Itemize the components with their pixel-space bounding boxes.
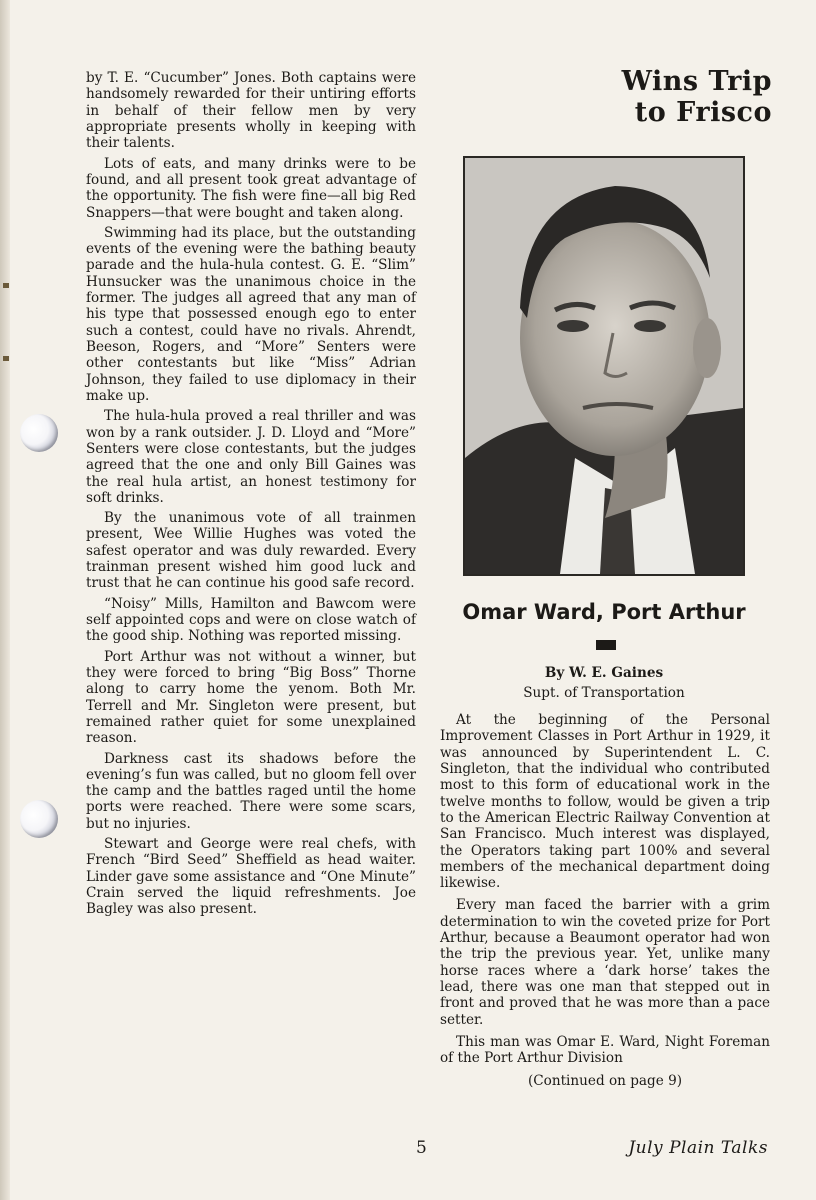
article-headline <box>436 66 772 128</box>
left-paragraph: By the unanimous vote of all trainmen present, Wee Willie Hughes was voted the safest operator and was duly rewarded. Every trainman present wished him good luck and trust that he can continue his good safe record. <box>86 510 416 592</box>
left-paragraph: Swimming had its place, but the outstanding events of the evening were the bathing beauty parade and the hula-hula contest. G. E. “Slim” Hunsucker was the unanimous choice in the former. The judges all agreed that any man of his type that possessed enough ego to enter such a contest, could have no rivals. Ahrendt, Beeson, Rogers, and “More” Senters were other contestants but like “Miss” Adrian Johnson, they failed to use diplomacy in their make up. <box>86 224 416 404</box>
article-paragraph: At the beginning of the Personal Improvement Classes in Port Arthur in 1929, it was announced by Superintendent L. C. Singleton, that the individual who contributed most to this form of educational work in the twelve months to follow, would be given a trip to the American Electric Railway Convention at San Francisco. Much interest was displayed, the Operators taking part 100% and several members of the mechanical department doing likewise. <box>440 712 770 892</box>
byline-author: By W. E. Gaines <box>544 665 664 681</box>
article-paragraph: Every man faced the barrier with a grim determination to win the coveted prize for Port Arthur, because a Beaumont operator had won the trip the previous year. Yet, unlike many horse races where a ‘dark horse’ takes the lead, there was one man that stepped out in front and proved that he was more than a pace setter. <box>440 897 770 1028</box>
punch-hole <box>20 800 58 838</box>
magazine-footer: July Plain Talks <box>628 1138 768 1158</box>
left-paragraph: Port Arthur was not without a winner, but they were forced to bring “Big Boss” Thorne along to carry home the yenom. Both Mr. Terrell and Mr. Singleton were present, but remained rather quiet for some unexplained reason. <box>86 648 416 747</box>
byline <box>436 663 772 704</box>
left-paragraph: Stewart and George were real chefs, with French “Bird Seed” Sheffield as head waiter. Linder gave some assistance and “One Minute” Crain served the liquid refreshments. Joe Bagley was also present. <box>86 836 416 918</box>
headline-line: Wins Trip <box>621 66 772 97</box>
portrait-photo <box>463 156 745 576</box>
left-paragraph: by T. E. “Cucumber” Jones. Both captains were handsomely rewarded for their untiring efforts in behalf of their fellow men by very appropriate presents wholly in keeping with their talents. <box>86 70 416 152</box>
article-paragraph: This man was Omar E. Ward, Night Foreman of the Port Arthur Division <box>440 1033 770 1067</box>
page-number: 5 <box>416 1138 427 1158</box>
left-paragraph: Darkness cast its shadows before the evening’s fun was called, but no gloom fell over the camp and the battles raged until the home ports were reached. There were some scars, but no injuries. <box>86 750 416 832</box>
byline-title: Supt. of Transportation <box>523 685 685 702</box>
left-paragraph: “Noisy” Mills, Hamilton and Bawcom were self appointed cops and were on close watch of the good ship. Nothing was reported missing. <box>86 595 416 645</box>
portrait-illustration <box>465 158 743 574</box>
headline-line: to Frisco <box>634 97 772 129</box>
binding-staple <box>3 283 9 288</box>
caption-divider <box>596 640 616 650</box>
article-header <box>436 66 772 128</box>
photo-caption: Omar Ward, Port Arthur <box>462 600 746 624</box>
article-body <box>440 712 770 1089</box>
left-paragraph: Lots of eats, and many drinks were to be found, and all present took great advantage of the opportunity. The fish were fine—all big Red Snappers—that were bought and taken along. <box>86 155 416 221</box>
continued-note: (Continued on page 9) <box>527 1072 683 1089</box>
binding-staple <box>3 356 9 361</box>
punch-hole <box>20 414 58 452</box>
page-binding-edge <box>0 0 10 1200</box>
left-paragraph: The hula-hula proved a real thriller and was won by a rank outsider. J. D. Lloyd and “More” Senters were close contestants, but the judges agreed that the one and only Bill Gaines was the real hula artist, an honest testimony for soft drinks. <box>86 408 416 506</box>
left-column <box>86 70 416 922</box>
